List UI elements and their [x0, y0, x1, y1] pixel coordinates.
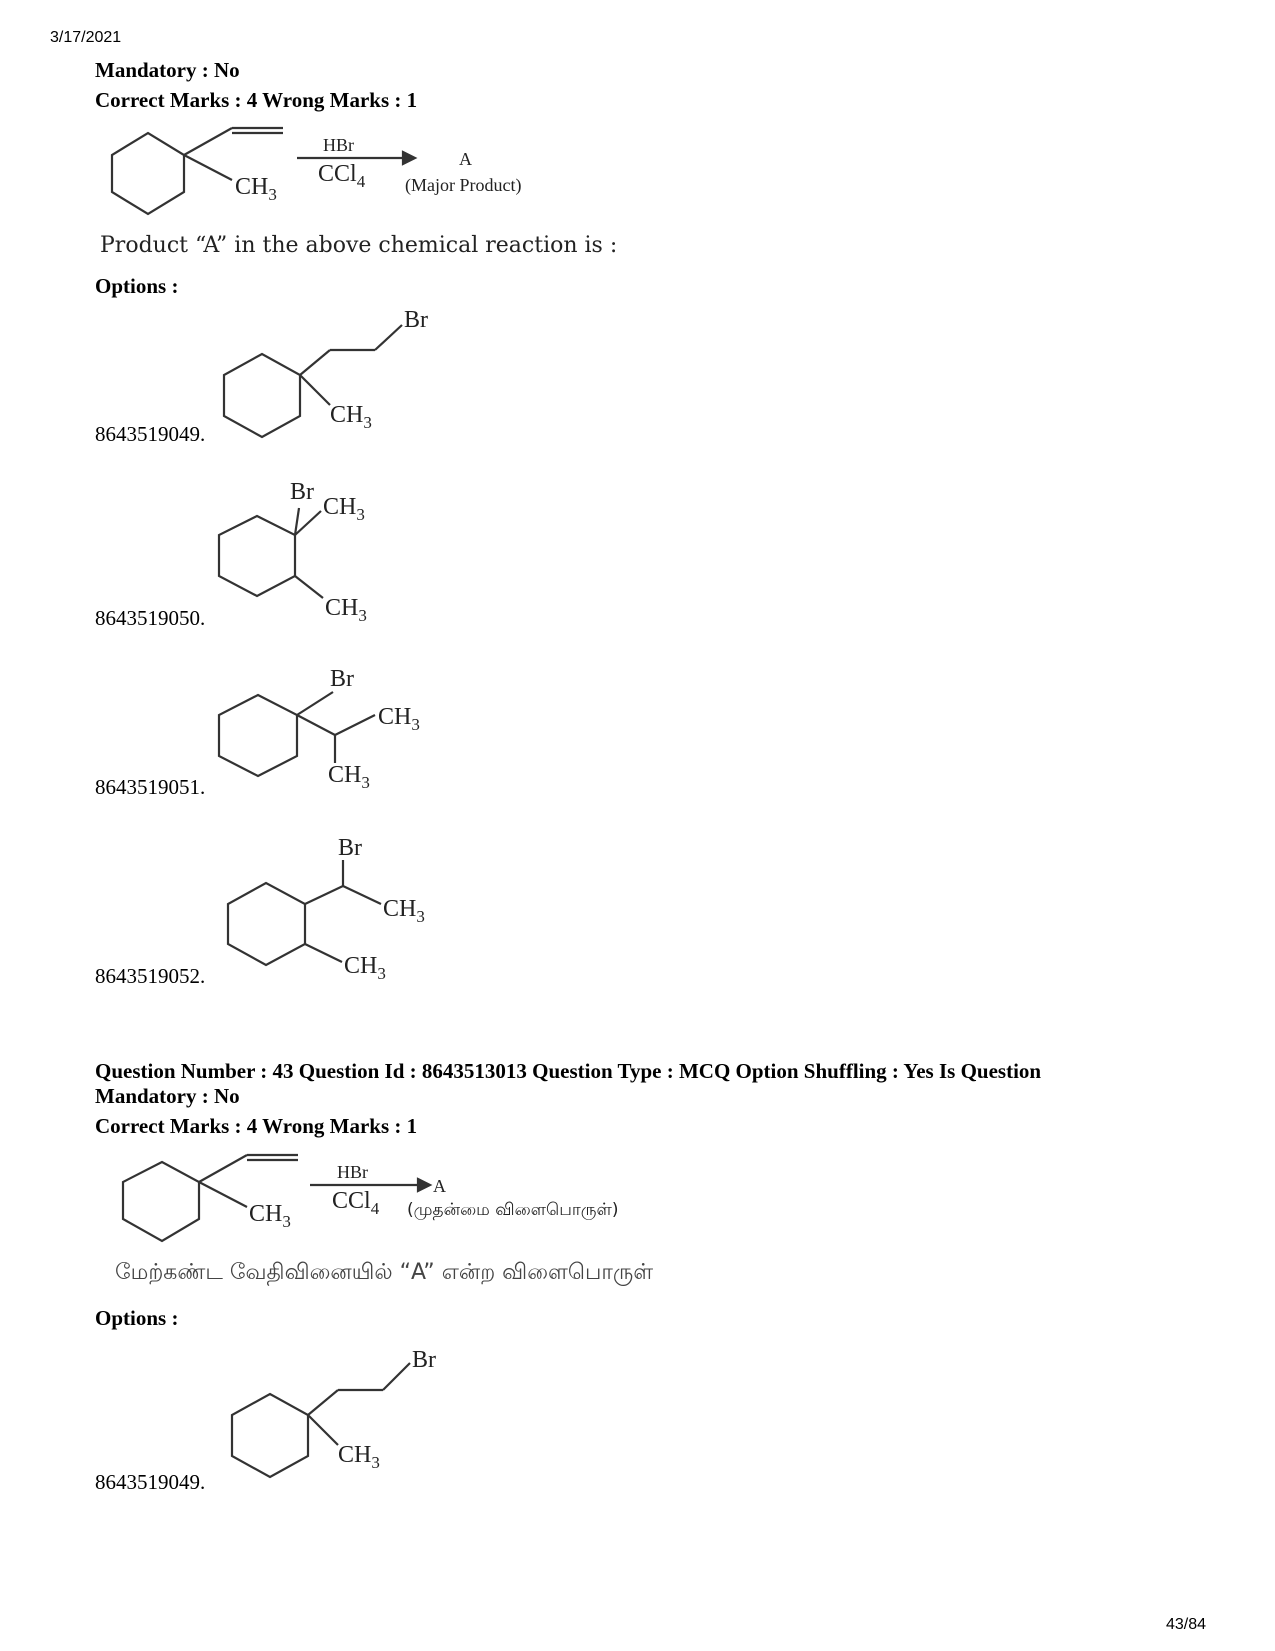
q42-reaction-diagram — [100, 118, 560, 228]
ch3-label-bottom: $CH_3$ — [328, 762, 370, 792]
methyl-bond — [184, 155, 232, 180]
reagent-ccl4: CCl$_4$ — [318, 161, 366, 191]
q43-marks: Correct Marks : 4 Wrong Marks : 1 — [95, 1114, 418, 1138]
methyl-bond — [199, 1182, 247, 1207]
q43-reaction-diagram — [115, 1145, 675, 1255]
cyclohexane-ring — [112, 133, 184, 214]
page-number: 43/84 — [1166, 1616, 1207, 1633]
vinyl-bond — [199, 1155, 247, 1182]
q42-option-3-id[interactable]: 8643519051. — [95, 775, 206, 799]
vinyl-bond — [184, 128, 232, 155]
cyclohexane-ring — [219, 516, 295, 596]
q43-header: Question Number : 43 Question Id : 8643513013 Question Type : MCQ Option Shuffling : Yes Is Question — [95, 1059, 1042, 1083]
q42-mandatory: Mandatory : No — [95, 58, 240, 82]
product-a: A — [459, 149, 472, 169]
methyl-label: $CH_3$ — [249, 1201, 291, 1231]
cyclohexane-ring — [123, 1162, 199, 1241]
reagent-ccl4: CCl$_4$ — [332, 1188, 380, 1218]
cyclohexane-ring — [224, 354, 300, 437]
br-label: Br — [290, 479, 314, 505]
ch3-label-bottom: $CH_3$ — [344, 953, 386, 983]
br-label: Br — [404, 307, 428, 333]
q42-option-1-id[interactable]: 8643519049. — [95, 422, 206, 446]
q42-question-text: Product “A” in the above chemical reaction is : — [100, 233, 618, 258]
cyclohexane-ring — [232, 1394, 308, 1477]
cyclohexane-ring — [219, 695, 297, 776]
q43-mandatory: Mandatory : No — [95, 1084, 240, 1108]
methyl-label: $CH_3$ — [235, 174, 277, 204]
print-date: 3/17/2021 — [50, 29, 122, 46]
q43-options-label: Options : — [95, 1306, 179, 1330]
q42-option-3-structure — [215, 660, 455, 800]
ch3-label: $CH_3$ — [330, 402, 372, 432]
ch3-label-top: $CH_3$ — [323, 494, 365, 524]
reagent-hbr: HBr — [337, 1162, 368, 1182]
ch3-label-right: $CH_3$ — [383, 896, 425, 926]
reagent-hbr: HBr — [323, 135, 354, 155]
q42-option-2-structure — [215, 478, 455, 628]
q42-option-1-structure — [220, 305, 460, 445]
ch3-label-right: $CH_3$ — [378, 704, 420, 734]
product-note: (Major Product) — [405, 175, 522, 195]
q43-question-text: மேற்கண்ட வேதிவினையில் “A” என்ற விளைபொருள் — [115, 1260, 654, 1285]
product-a: A — [433, 1176, 446, 1196]
product-note: (முதன்மை விளைபொருள்) — [407, 1200, 619, 1220]
q42-options-label: Options : — [95, 274, 179, 298]
q42-option-2-id[interactable]: 8643519050. — [95, 606, 206, 630]
q42-marks: Correct Marks : 4 Wrong Marks : 1 — [95, 88, 418, 112]
br-label: Br — [330, 666, 354, 692]
q43-option-1-structure — [228, 1345, 468, 1485]
q42-option-4-id[interactable]: 8643519052. — [95, 964, 206, 988]
br-label: Br — [412, 1347, 436, 1373]
ch3-label-bottom: $CH_3$ — [325, 595, 367, 625]
cyclohexane-ring — [228, 883, 305, 965]
br-label: Br — [338, 835, 362, 861]
ch3-label: $CH_3$ — [338, 1442, 380, 1472]
q42-option-4-structure — [225, 830, 465, 983]
q43-option-1-id[interactable]: 8643519049. — [95, 1470, 206, 1494]
